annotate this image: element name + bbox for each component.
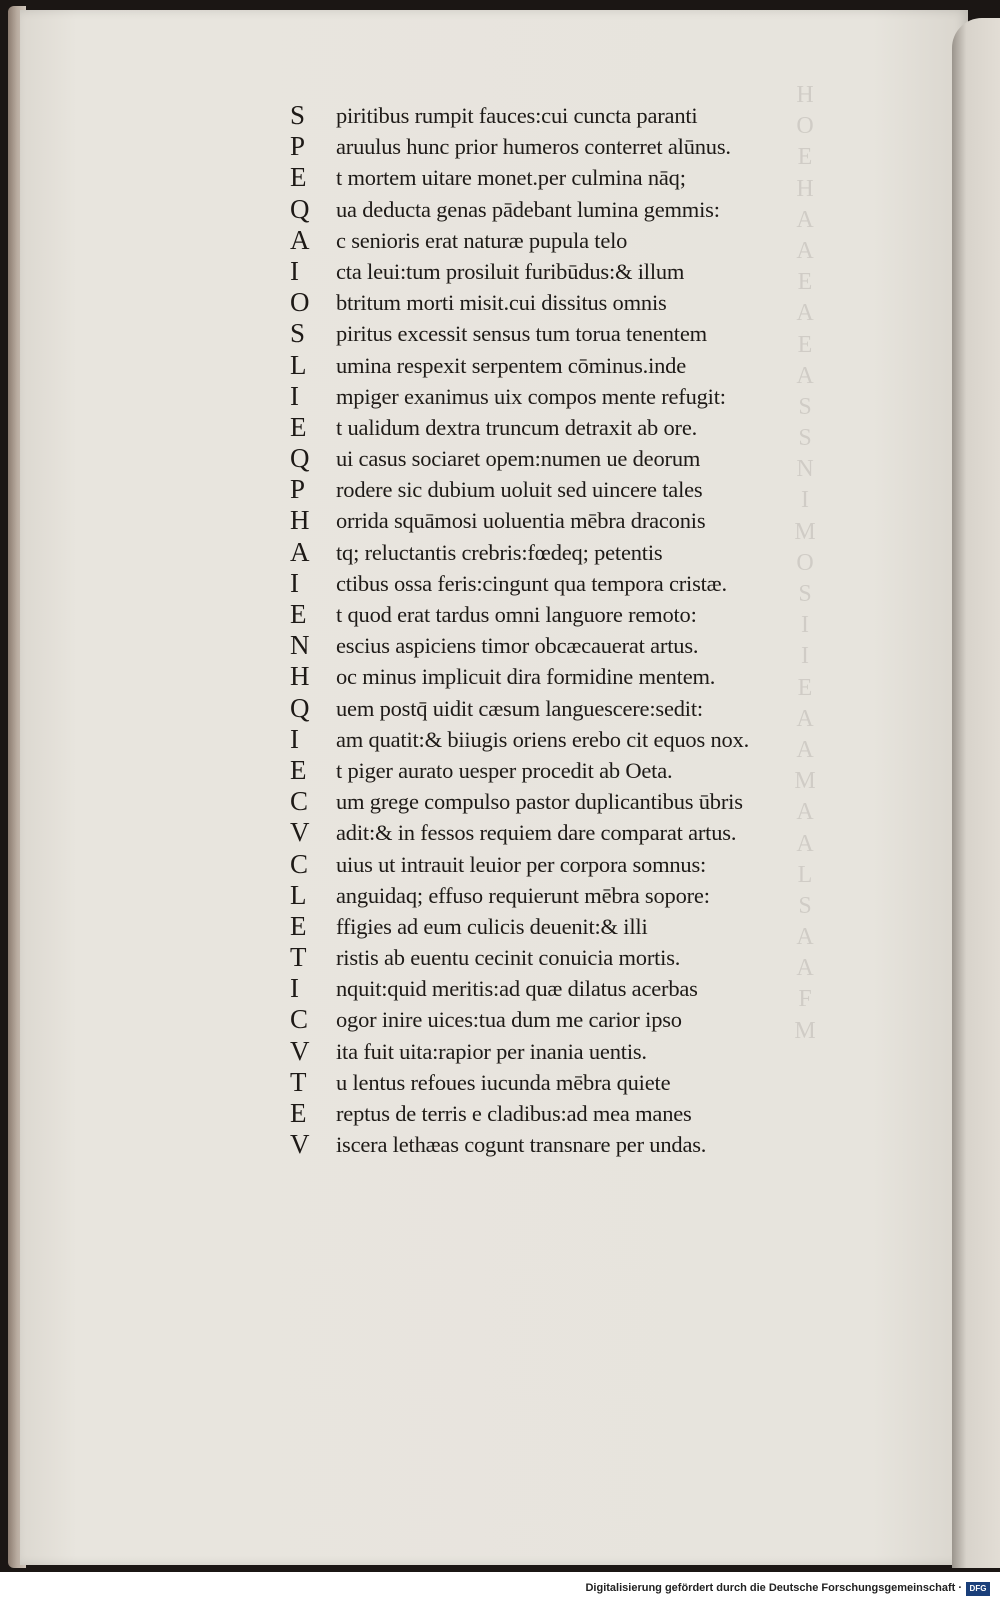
- acrostic-initial: P: [290, 131, 306, 162]
- verse-line: [290, 568, 850, 599]
- verse-text: btritum morti misit.cui dissitus omnis: [336, 290, 667, 316]
- verse-line: [290, 505, 850, 536]
- verse-text: rodere sic dubium uoluit sed uincere tales: [336, 477, 703, 503]
- acrostic-initial: V: [290, 817, 310, 848]
- verse-text: ita fuit uita:rapior per inania uentis.: [336, 1038, 647, 1064]
- verse-line: [290, 973, 850, 1004]
- verse-text: t mortem uitare monet.per culmina nāq;: [336, 165, 686, 191]
- acrostic-initial: I: [290, 567, 299, 598]
- footer-bar: [0, 1572, 1000, 1609]
- acrostic-initial: Q: [290, 193, 310, 224]
- verse-text: aruulus hunc prior humeros conterret alūnus.: [336, 134, 731, 160]
- verse-text: piritibus rumpit fauces:cui cuncta paranti: [336, 103, 698, 128]
- acrostic-initial: V: [290, 1129, 310, 1160]
- verse-line: [290, 630, 850, 661]
- acrostic-initial: I: [290, 973, 299, 1004]
- verse-text: cta leui:tum prosiluit furibūdus:& illum: [336, 258, 685, 284]
- verse-text: reptus de terris e cladibus:ad mea manes: [336, 1101, 692, 1126]
- verse-line: [290, 1067, 850, 1098]
- verse-text: u lentus refoues iucunda mēbra quiete: [336, 1069, 671, 1095]
- verse-text: um grege compulso pastor duplicantibus ūbris: [336, 789, 743, 815]
- verse-line: [290, 1004, 850, 1035]
- verse-line: [290, 318, 850, 349]
- acrostic-initial: C: [290, 1004, 309, 1035]
- verse-text: ua deducta genas pādebant lumina gemmis:: [336, 196, 720, 222]
- verse-text: piritus excessit sensus tum torua tenentem: [336, 321, 707, 347]
- verse-text: ctibus ossa feris:cingunt qua tempora cristæ.: [336, 570, 727, 596]
- acrostic-initial: I: [290, 380, 299, 411]
- acrostic-initial: T: [290, 942, 307, 973]
- verse-text: ui casus sociaret opem:numen ue deorum: [336, 446, 701, 472]
- acrostic-initial: C: [290, 848, 309, 879]
- acrostic-verse: [290, 100, 850, 1160]
- acrostic-initial: A: [290, 536, 310, 567]
- acrostic-initial: O: [290, 287, 310, 318]
- verse-line: [290, 599, 850, 630]
- verse-text: uem postq̄ uidit cæsum languescere:sedit:: [336, 695, 703, 721]
- verse-line: [290, 537, 850, 568]
- verse-line: [290, 942, 850, 973]
- verse-line: [290, 443, 850, 474]
- acrostic-initial: E: [290, 754, 307, 785]
- verse-text: ristis ab euentu cecinit conuicia mortis.: [336, 945, 681, 971]
- verse-text: t quod erat tardus omni languore remoto:: [336, 602, 697, 627]
- acrostic-initial: E: [290, 411, 307, 442]
- verse-line: [290, 256, 850, 287]
- dfg-logo: DFG: [966, 1582, 990, 1596]
- acrostic-initial: Q: [290, 443, 310, 474]
- acrostic-initial: T: [290, 1066, 307, 1097]
- acrostic-initial: E: [290, 910, 307, 941]
- verse-text: iscera lethæas cogunt transnare per undas.: [336, 1132, 707, 1158]
- verse-text: c senioris erat naturæ pupula telo: [336, 227, 628, 253]
- verse-line: [290, 131, 850, 162]
- verse-line: [290, 755, 850, 786]
- acrostic-initial: H: [290, 661, 310, 692]
- acrostic-initial: C: [290, 786, 309, 817]
- verse-text: oc minus implicuit dira formidine mentem.: [336, 664, 716, 690]
- verse-text: uius ut intrauit leuior per corpora somnus:: [336, 851, 707, 877]
- verse-line: [290, 1129, 850, 1160]
- acrostic-initial: I: [290, 723, 299, 754]
- acrostic-initial: I: [290, 255, 299, 286]
- verse-text: ogor inire uices:tua dum me carior ipso: [336, 1007, 682, 1033]
- verse-text: mpiger exanimus uix compos mente refugit:: [336, 383, 726, 409]
- verse-text: t ualidum dextra truncum detraxit ab ore.: [336, 414, 698, 440]
- verse-line: [290, 817, 850, 848]
- acrostic-initial: Q: [290, 692, 310, 723]
- verse-text: t piger aurato uesper procedit ab Oeta.: [336, 757, 673, 783]
- verse-line: [290, 911, 850, 942]
- acrostic-initial: S: [290, 100, 306, 130]
- verse-line: [290, 1036, 850, 1067]
- verse-text: tq; reluctantis crebris:fœdeq; petentis: [336, 539, 663, 565]
- verse-text: escius aspiciens timor obcæcauerat artus.: [336, 633, 699, 659]
- verse-line: [290, 661, 850, 692]
- acrostic-initial: E: [290, 1098, 307, 1128]
- acrostic-initial: A: [290, 224, 310, 255]
- acrostic-initial: H: [290, 505, 310, 536]
- verse-line: [290, 287, 850, 318]
- acrostic-initial: S: [290, 318, 306, 349]
- verse-line: [290, 1098, 850, 1129]
- verse-text: adit:& in fessos requiem dare comparat artus.: [336, 820, 737, 846]
- verse-text: ffigies ad eum culicis deuenit:& illi: [336, 913, 648, 939]
- verse-line: [290, 724, 850, 755]
- verse-line: [290, 350, 850, 381]
- verse-text: anguidaq; effuso requierunt mēbra sopore:: [336, 882, 710, 908]
- verse-text: am quatit:& biiugis oriens erebo cit equos nox.: [336, 726, 750, 752]
- verse-line: [290, 880, 850, 911]
- verse-line: [290, 693, 850, 724]
- funding-credit: Digitalisierung gefördert durch die Deutsche Forschungsgemeinschaft ·: [585, 1582, 962, 1594]
- verse-line: [290, 849, 850, 880]
- acrostic-initial: E: [290, 599, 307, 629]
- verse-line: [290, 412, 850, 443]
- show-through-bleed: H O E H A A E A E A S S N I M O S I I E A A M A A L S A A F M: [794, 82, 816, 1044]
- verse-line: [290, 786, 850, 817]
- verse-text: umina respexit serpentem cōminus.inde: [336, 352, 687, 378]
- acrostic-initial: N: [290, 630, 310, 661]
- acrostic-initial: E: [290, 162, 307, 193]
- acrostic-initial: L: [290, 349, 307, 380]
- verse-line: [290, 162, 850, 193]
- verse-text: orrida squāmosi uoluentia mēbra draconis: [336, 508, 706, 534]
- verse-line: [290, 381, 850, 412]
- verse-line: [290, 194, 850, 225]
- verse-line: [290, 474, 850, 505]
- verse-line: [290, 100, 850, 131]
- facing-page-curl: [952, 18, 1000, 1568]
- verse-line: [290, 225, 850, 256]
- acrostic-initial: P: [290, 474, 306, 505]
- verse-text: nquit:quid meritis:ad quæ dilatus acerbas: [336, 976, 698, 1002]
- acrostic-initial: L: [290, 879, 307, 910]
- acrostic-initial: V: [290, 1035, 310, 1066]
